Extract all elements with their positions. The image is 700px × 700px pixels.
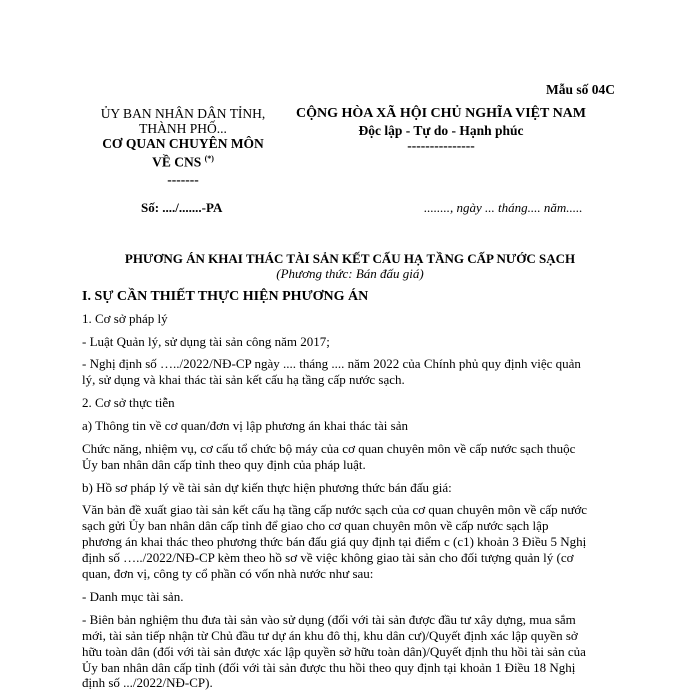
- bullet-2-line5: định số .../2022/NĐ-CP).: [82, 675, 213, 690]
- item-2-practical-basis: 2. Cơ sở thực tiễn: [82, 395, 175, 410]
- national-title: CỘNG HÒA XÃ HỘI CHỦ NGHĨA VIỆT NAM: [295, 106, 586, 121]
- para-b-line1: Văn bản đề xuất giao tài sản kết cấu hạ tầng cấp nước sạch của cơ quan chuyên môn về cấp nước: [82, 502, 588, 517]
- header-left-line3: CƠ QUAN CHUYÊN MÔN: [102, 136, 264, 151]
- item-1-legal-basis: 1. Cơ sở pháp lý: [82, 311, 168, 326]
- para-a-line2: Ủy ban nhân dân cấp tỉnh theo quy định của pháp luật.: [82, 457, 366, 472]
- national-motto: Độc lập - Tự do - Hạnh phúc: [358, 123, 524, 138]
- bullet-2-line3: hữu toàn dân (đối với tài sản được xác lập quyền sở hữu toàn dân)/Quyết định thu hồi tài sản của: [82, 644, 586, 659]
- law-reference-2-line1: - Nghị định số …../2022/NĐ-CP ngày .... tháng .... năm 2022 của Chính phủ quy định việc quản: [82, 356, 581, 371]
- item-2a: a) Thông tin về cơ quan/đơn vị lập phương án khai thác tài sản: [82, 418, 408, 433]
- header-left-divider: -------: [167, 171, 199, 187]
- date-line: ........, ngày ... tháng.... năm.....: [424, 200, 583, 215]
- para-b-line3: phương án khai thác theo phương thức bán đấu giá quy định tại điểm c (c1) khoản 3 Điều 5 Nghị: [82, 534, 587, 549]
- bullet-2-line1: - Biên bản nghiệm thu đưa tài sản vào sử dụng (đối với tài sản được đầu tư xây dựng, mua sắm: [82, 612, 576, 627]
- bullet-2-line2: mới, tài sản tiếp nhận từ Chủ đầu tư dự án khu đô thị, khu dân cư)/Quyết định xác lập quyền sở: [82, 628, 578, 643]
- form-number: Mẫu số 04C: [546, 82, 616, 97]
- header-left-line1: ỦY BAN NHÂN DÂN TỈNH,: [100, 106, 266, 121]
- para-a-line1: Chức năng, nhiệm vụ, cơ cấu tổ chức bộ máy của cơ quan chuyên môn về cấp nước sạch thuộc: [82, 441, 576, 456]
- bullet-asset-list: - Danh mục tài sản.: [82, 589, 184, 604]
- section-1-heading: I. SỰ CẦN THIẾT THỰC HIỆN PHƯƠNG ÁN: [82, 289, 369, 304]
- document-title: PHƯƠNG ÁN KHAI THÁC TÀI SẢN KẾT CẤU HẠ TẦNG CẤP NƯỚC SẠCH: [124, 251, 576, 266]
- header-right-divider: ---------------: [407, 138, 475, 153]
- header-left-footnote-mark: (*): [204, 154, 214, 163]
- para-b-line5: quan, đơn vị, công ty cổ phần có vốn nhà nước như sau:: [82, 566, 374, 581]
- para-b-line4: định số …../2022/NĐ-CP kèm theo hồ sơ về việc không giao tài sản cho đối tượng quản lý (cơ: [82, 550, 574, 565]
- header-left-line2: THÀNH PHỐ...: [139, 121, 227, 136]
- header-left-line4-text: VỀ CNS: [152, 154, 202, 170]
- para-b-line2: sạch gửi Ủy ban nhân dân cấp tỉnh để giao cho cơ quan chuyên môn về cấp nước sạch lập: [82, 518, 549, 533]
- law-reference-2-line2: lý, sử dụng và khai thác tài sản kết cấu hạ tầng cấp nước sạch.: [82, 372, 405, 387]
- header-left-line4: [88, 151, 278, 170]
- header-left: [88, 106, 278, 187]
- item-2b: b) Hồ sơ pháp lý về tài sản dự kiến thực hiện phương thức bán đấu giá:: [82, 480, 452, 495]
- header-right: [282, 106, 600, 153]
- law-reference-1: - Luật Quản lý, sử dụng tài sản công năm 2017;: [82, 334, 330, 349]
- document-number: Số: ..../.......-PA: [141, 200, 223, 215]
- bullet-2-line4: Ủy ban nhân dân cấp tỉnh (đối với tài sản được thu hồi theo quy định tại khoản 1 Điều 18 Nghị: [82, 660, 576, 675]
- document-subtitle: (Phương thức: Bán đấu giá): [276, 266, 424, 281]
